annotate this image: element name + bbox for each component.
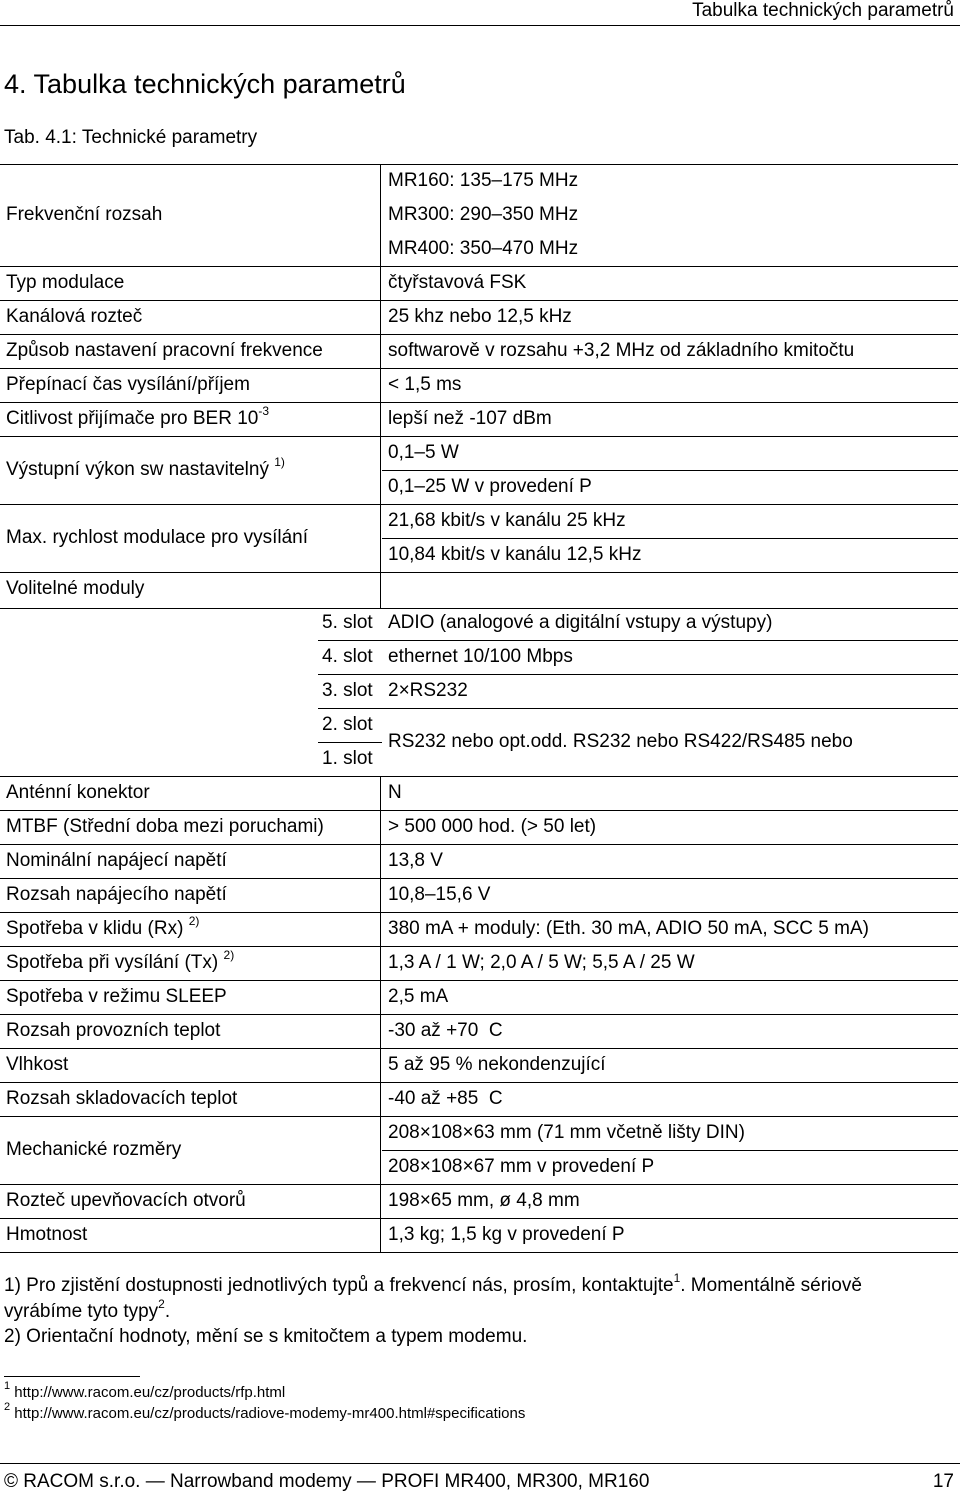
param-label: MTBF (Střední doba mezi poruchami) [6,816,324,837]
param-label: Spotřeba v režimu SLEEP [6,986,227,1007]
param-label: Mechanické rozměry [6,1139,182,1160]
footnote-mark: 2) [188,913,200,928]
param-value: 1,3 A / 1 W; 2,0 A / 5 W; 5,5 A / 25 W [388,952,695,973]
param-value: 0,1–5 W [388,442,459,463]
param-label: Rozsah skladovacích teplot [6,1088,238,1109]
row-line [318,674,958,675]
row-line [0,1184,958,1185]
row-line [0,1048,958,1049]
footnote-2: 2) Orientační hodnoty, mění se s kmitočtem a typem modemu. [4,1326,528,1347]
param-value: 208×108×67 mm v provedení P [388,1156,655,1177]
param-label: Rozsah napájecího napětí [6,884,227,905]
row-line [382,538,958,539]
param-value: 25 khz nebo 12,5 kHz [388,306,572,327]
footer-text: © RACOM s.r.o. — Narrowband modemy — PROFI MR400, MR300, MR160 [4,1471,650,1492]
param-label: Kanálová rozteč [6,306,143,327]
param-label: Anténní konektor [6,782,150,803]
footnote-1: 1) Pro zjistění dostupnosti jednotlivých typů a frekvencí nás, prosím, kontaktujte$^1$. Momentálně sériově [4,1270,862,1296]
row-line [0,1218,958,1219]
param-value: 2,5 mA [388,986,449,1007]
param-label: Max. rychlost modulace pro vysílání [6,527,309,548]
footnote-1-cont: vyrábíme tyto typy$^2$. [4,1296,171,1322]
table-divider [380,164,381,608]
param-label: Nominální napájecí napětí [6,850,227,871]
row-line [0,1116,958,1117]
row-line [0,368,958,369]
row-line [0,334,958,335]
slot-value: ethernet 10/100 Mbps [388,646,573,667]
param-value: 5 až 95 % nekondenzující [388,1054,606,1075]
row-line [0,300,958,301]
param-value: čtyřstavová FSK [388,272,527,293]
slot-label: 2. slot [322,714,373,735]
footnote-separator [4,1376,140,1377]
row-line [0,980,958,981]
superscript: -3 [258,403,270,418]
param-value: 13,8 V [388,850,443,871]
param-value: lepší než -107 dBm [388,408,552,429]
slot-value: 2×RS232 [388,680,468,701]
param-label: Výstupní výkon sw nastavitelný $^{1)}$ [6,454,285,480]
slot-label: 4. slot [322,646,373,667]
reference-1: $^1$ http://www.racom.eu/cz/products/rfp.html [4,1380,286,1401]
row-line [0,504,958,505]
param-value: -40 až +85 C [388,1088,503,1109]
param-value: 380 mA + moduly: (Eth. 30 mA, ADIO 50 mA, SCC 5 mA) [388,918,869,939]
param-label: Přepínací čas vysílání/příjem [6,374,250,395]
footnote-mark: 1) [274,454,285,469]
param-label: Rozsah provozních teplot [6,1020,221,1041]
row-line [0,1014,958,1015]
row-line [318,708,958,709]
param-label: Volitelné moduly [6,578,145,599]
param-value: 10,84 kbit/s v kanálu 12,5 kHz [388,544,642,565]
param-label: Rozteč upevňovacích otvorů [6,1190,246,1211]
param-value: 10,8–15,6 V [388,884,491,905]
row-line [0,1252,958,1253]
page-number: 17 [932,1471,954,1492]
row-line [0,164,958,165]
reference-2: $^2$ http://www.racom.eu/cz/products/radiove-modemy-mr400.html#specifications [4,1401,526,1422]
param-value: softwarově v rozsahu +3,2 MHz od základního kmitočtu [388,340,855,361]
footer-rule [0,1463,960,1464]
row-line [0,436,958,437]
param-label: Typ modulace [6,272,125,293]
param-label: Hmotnost [6,1224,88,1245]
param-value: > 500 000 hod. (> 50 let) [388,816,597,837]
row-line [0,572,958,573]
row-line [0,776,958,777]
reference-link[interactable]: http://www.racom.eu/cz/products/rfp.html [14,1384,286,1401]
param-label: Citlivost přijímače pro BER $10^{-3}$ [6,403,270,429]
param-label: Spotřeba v klidu (Rx) $^{2)}$ [6,913,200,939]
row-line [0,844,958,845]
row-line [0,1082,958,1083]
row-line [0,266,958,267]
row-line [382,470,958,471]
param-value: < 1,5 ms [388,374,462,395]
reference-mark: 2 [158,1296,165,1311]
row-line [318,742,382,743]
slot-value: RS232 nebo opt.odd. RS232 nebo RS422/RS485 nebo [388,731,853,752]
slot-label: 3. slot [322,680,373,701]
reference-mark: 1 [673,1270,681,1285]
slot-label: 5. slot [322,612,373,633]
running-header: Tabulka technických parametrů [692,0,954,21]
row-line [0,810,958,811]
slot-value: ADIO (analogové a digitální vstupy a výstupy) [388,612,773,633]
param-value: N [388,782,402,803]
row-line [0,608,958,609]
row-line [318,640,958,641]
param-label: Spotřeba při vysílání (Tx) $^{2)}$ [6,947,235,973]
row-line [0,402,958,403]
row-line [0,946,958,947]
section-title: 4. Tabulka technických parametrů [4,69,406,99]
param-value: MR160: 135–175 MHz [388,170,579,191]
param-label: Frekvenční rozsah [6,204,163,225]
slot-label: 1. slot [322,748,373,769]
param-value: MR300: 290–350 MHz [388,204,579,225]
param-value: -30 až +70 C [388,1020,503,1041]
param-value: MR400: 350–470 MHz [388,238,579,259]
param-value: 21,68 kbit/s v kanálu 25 kHz [388,510,626,531]
row-line [382,1150,958,1151]
param-label: Způsob nastavení pracovní frekvence [6,340,323,361]
param-label: Vlhkost [6,1054,69,1075]
param-value: 208×108×63 mm (71 mm včetně lišty DIN) [388,1122,745,1143]
param-value: 1,3 kg; 1,5 kg v provedení P [388,1224,625,1245]
row-line [0,878,958,879]
table-caption: Tab. 4.1: Technické parametry [4,127,258,148]
reference-link[interactable]: http://www.racom.eu/cz/products/radiove-modemy-mr400.html#specifications [14,1405,526,1422]
row-line [0,912,958,913]
header-rule [0,25,960,26]
param-value: 0,1–25 W v provedení P [388,476,592,497]
footnote-mark: 2) [223,947,235,962]
param-value: 198×65 mm, ø 4,8 mm [388,1190,580,1211]
